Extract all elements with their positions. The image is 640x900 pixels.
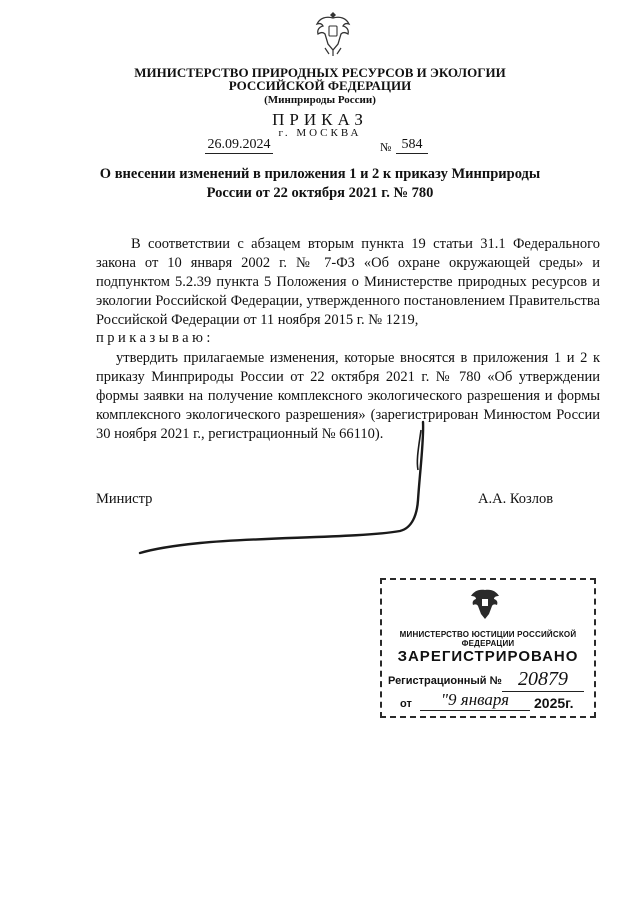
ministry-name-line2: РОССИЙСКОЙ ФЕДЕРАЦИИ: [228, 78, 412, 93]
document-title-line2: России от 22 октября 2021 г. № 780: [206, 185, 434, 201]
document-date: 26.09.2024: [205, 137, 273, 154]
ministry-name: [0, 66, 640, 92]
state-emblem-icon: [312, 8, 354, 58]
order-paragraph: утвердить прилагаемые изменения, которые вносятся в приложения 1 и 2 к приказу Минприроды России от 22 октября 2021 г. № 780 «Об утверждении формы заявки на получение комплексного экологического разрешения и формы комплексного экологического разрешения» (зарегистрирован Минюстом России 30 ноября 2021 г., регистрационный № 66110).: [96, 350, 600, 442]
stamp-date-handwritten: "9 января: [420, 690, 530, 711]
document-number-label: №: [380, 140, 392, 154]
order-word: приказываю:: [96, 330, 214, 346]
stamp-ministry-name: МИНИСТЕРСТВО ЮСТИЦИИ РОССИЙСКОЙ ФЕДЕРАЦИИ: [399, 630, 577, 648]
stamp-status: ЗАРЕГИСТРИРОВАНО: [397, 648, 579, 665]
signatory-name: А.А. Козлов: [478, 491, 554, 507]
document-type: ПРИКАЗ: [272, 110, 368, 129]
stamp-date-label: от: [400, 698, 412, 710]
document-title-line1: О внесении изменений в приложения 1 и 2 к приказу Минприроды: [99, 166, 541, 182]
stamp-reg-number: 20879: [502, 668, 584, 692]
ministry-name-line1: МИНИСТЕРСТВО ПРИРОДНЫХ РЕСУРСОВ И ЭКОЛОГИИ: [134, 65, 506, 80]
document-number: 584: [396, 137, 428, 154]
stamp-year: 2025г.: [534, 695, 574, 711]
stamp-emblem-icon: [467, 586, 503, 622]
preamble-paragraph: В соответствии с абзацем вторым пункта 19 статьи 31.1 Федерального закона от 10 января 2002 г. № 7-ФЗ «Об охране окружающей среды» и подпунктом 5.2.39 пункта 5 Положения о Министерстве природных ресурсов и экологии Российской Федерации, утвержденного постановлением Правительства Российской Федерации от 11 ноября 2015 г. № 1219,: [96, 236, 600, 328]
document-city: г. МОСКВА: [278, 127, 362, 139]
document-title: [0, 165, 640, 203]
registration-stamp: [380, 578, 596, 718]
signatory-role: Министр: [96, 491, 153, 507]
ministry-short-name: (Минприроды России): [264, 94, 376, 106]
stamp-reg-number-label: Регистрационный №: [388, 675, 502, 687]
